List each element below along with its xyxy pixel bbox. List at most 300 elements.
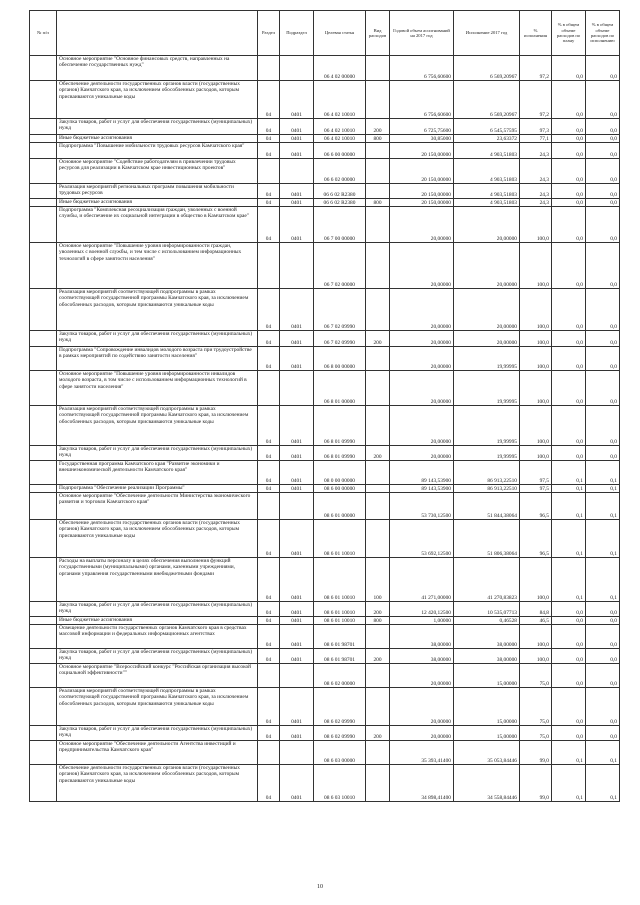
cell-plan: 38,00000 <box>390 625 454 649</box>
cell-pct: 100,0 <box>520 347 552 371</box>
col-header-razdel: Раздел <box>258 11 280 56</box>
cell-share-fact: 0,0 <box>586 617 620 625</box>
cell-share-fact: 0,0 <box>586 688 620 726</box>
cell-razdel: 04 <box>258 649 280 664</box>
cell-name: Подпрограмма "Сопровождение инвалидов молодого возраста при трудоустройстве в рамках мероприятий по содействию занятости населения" <box>57 347 258 371</box>
cell-share-fact: 0,1 <box>586 520 620 558</box>
cell-csr: 08 6 02 09990 <box>314 726 366 741</box>
cell-razdel: 04 <box>258 602 280 617</box>
cell-share-fact: 0,0 <box>586 664 620 688</box>
cell-name: Основное мероприятие "Обеспечение деятельности Министерства экономического развития и торговли Камчатского края" <box>57 493 258 520</box>
cell-name: Подпрограмма "Обеспечение реализации Программы" <box>57 485 258 493</box>
cell-fact: 20,00000 <box>454 289 520 331</box>
cell-pct: 100,0 <box>520 371 552 406</box>
cell-name: Основное мероприятие "Содействие работодателям в привлечении трудовых ресурсов для реализации в Камчатском крае инвестиционных проектов" <box>57 159 258 184</box>
cell-pct: 99,0 <box>520 765 552 802</box>
cell-num <box>30 119 57 135</box>
cell-share-fact: 0,0 <box>586 726 620 741</box>
cell-fact: 38,00000 <box>454 649 520 664</box>
cell-podrazdel: 0401 <box>280 331 314 347</box>
cell-share-fact: 0,0 <box>586 243 620 289</box>
cell-razdel: 04 <box>258 461 280 485</box>
cell-share-fact: 0,0 <box>586 602 620 617</box>
cell-name: Иные бюджетные ассигнования <box>57 135 258 143</box>
col-header-share-plan: % в общем объеме расходов по плану <box>552 11 586 56</box>
cell-num <box>30 485 57 493</box>
cell-fact: 4 903,51803 <box>454 159 520 184</box>
cell-fact: 23,63372 <box>454 135 520 143</box>
cell-name: Основное мероприятие "Всероссийский конкурс "Российская организация высокой социальной эффективности"" <box>57 664 258 688</box>
cell-vr <box>366 664 390 688</box>
cell-plan: 6 756,60600 <box>390 81 454 119</box>
cell-razdel: 04 <box>258 184 280 199</box>
cell-pct: 75,0 <box>520 664 552 688</box>
cell-podrazdel: 0401 <box>280 289 314 331</box>
cell-pct: 99,0 <box>520 741 552 765</box>
cell-csr: 08 6 01 98701 <box>314 625 366 649</box>
cell-pct: 46,5 <box>520 617 552 625</box>
cell-num <box>30 143 57 159</box>
cell-razdel: 04 <box>258 617 280 625</box>
cell-csr: 08 6 01 00000 <box>314 493 366 520</box>
cell-podrazdel: 0401 <box>280 446 314 461</box>
cell-podrazdel <box>280 371 314 406</box>
cell-csr: 08 6 01 98701 <box>314 649 366 664</box>
cell-plan: 20 150,00000 <box>390 184 454 199</box>
cell-plan: 20,00000 <box>390 446 454 461</box>
cell-share-fact: 0,0 <box>586 81 620 119</box>
cell-name: Основное мероприятие "Повышение уровня информированности граждан, уволенных с военной службы, и тем числе с использованием информационных технологий в сфере занятости населения" <box>57 243 258 289</box>
table-row <box>30 446 620 461</box>
cell-name: Обеспечение деятельности государственных органов власти (государственных органов) Камчатского края, за исключением обособленных расходов, которым присваиваются уникальные коды <box>57 81 258 119</box>
table-row <box>30 207 620 243</box>
cell-csr: 06 4 02 10010 <box>314 119 366 135</box>
cell-razdel: 04 <box>258 520 280 558</box>
cell-podrazdel: 0401 <box>280 119 314 135</box>
cell-num <box>30 688 57 726</box>
cell-plan: 20,00000 <box>390 406 454 446</box>
cell-share-plan: 0,0 <box>552 617 586 625</box>
cell-vr: 200 <box>366 331 390 347</box>
cell-podrazdel: 0401 <box>280 602 314 617</box>
cell-share-plan: 0,1 <box>552 493 586 520</box>
table-row <box>30 371 620 406</box>
cell-plan: 20,00000 <box>390 688 454 726</box>
cell-vr <box>366 184 390 199</box>
cell-fact: 20,00000 <box>454 331 520 347</box>
cell-name: Иные бюджетные ассигнования <box>57 617 258 625</box>
cell-pct: 100,0 <box>520 207 552 243</box>
cell-pct: 100,0 <box>520 558 552 602</box>
cell-vr <box>366 765 390 802</box>
cell-razdel <box>258 371 280 406</box>
cell-fact: 51 806,38064 <box>454 520 520 558</box>
cell-fact: 4 903,51803 <box>454 199 520 207</box>
cell-vr <box>366 688 390 726</box>
cell-podrazdel: 0401 <box>280 688 314 726</box>
table-header-row <box>30 11 620 56</box>
cell-plan: 20,00000 <box>390 726 454 741</box>
table-row <box>30 558 620 602</box>
cell-fact: 35 053,84446 <box>454 741 520 765</box>
budget-execution-sheet <box>29 10 619 802</box>
table-row <box>30 664 620 688</box>
cell-share-plan: 0,0 <box>552 347 586 371</box>
cell-csr: 08 6 01 10010 <box>314 602 366 617</box>
cell-csr: 06 6 02 00000 <box>314 159 366 184</box>
cell-razdel: 04 <box>258 765 280 802</box>
col-header-fact: Исполнение 2017 год <box>454 11 520 56</box>
cell-share-fact: 0,1 <box>586 765 620 802</box>
cell-csr: 06 4 02 10010 <box>314 135 366 143</box>
cell-name: Реализация мероприятий соответствующей подпрограммы в рамках соответствующей государственной программы Камчатского края, за исключением обособленных расходов, которым присваиваются уникальные коды <box>57 688 258 726</box>
cell-plan: 30,85000 <box>390 135 454 143</box>
cell-share-plan: 0,0 <box>552 199 586 207</box>
col-header-num: № п/п <box>30 11 57 56</box>
cell-pct: 97,2 <box>520 81 552 119</box>
cell-pct: 97,5 <box>520 461 552 485</box>
cell-pct: 97,5 <box>520 485 552 493</box>
cell-plan: 20,00000 <box>390 331 454 347</box>
cell-name: Обеспечение деятельности государственных органов власти (государственных органов) Камчатского края, за исключением обособленных расходов, которым присваиваются уникальные коды <box>57 520 258 558</box>
cell-pct: 24,3 <box>520 184 552 199</box>
cell-podrazdel: 0401 <box>280 485 314 493</box>
table-row <box>30 765 620 802</box>
cell-num <box>30 625 57 649</box>
cell-csr: 08 6 01 10010 <box>314 558 366 602</box>
cell-share-plan: 0,0 <box>552 664 586 688</box>
cell-share-fact: 0,0 <box>586 446 620 461</box>
cell-name: Основное мероприятие "Обеспечение деятельности Агентства инвестиций и предпринимательства Камчатского края" <box>57 741 258 765</box>
cell-share-fact: 0,1 <box>586 461 620 485</box>
table-row <box>30 243 620 289</box>
cell-plan: 89 143,53900 <box>390 461 454 485</box>
cell-share-plan: 0,1 <box>552 765 586 802</box>
cell-share-fact: 0,0 <box>586 289 620 331</box>
cell-csr: 08 6 02 00000 <box>314 664 366 688</box>
cell-name: Закупка товаров, работ и услуг для обеспечения государственных (муниципальных) нужд <box>57 331 258 347</box>
cell-plan: 89 143,53900 <box>390 485 454 493</box>
cell-fact: 6 545,57595 <box>454 119 520 135</box>
cell-csr: 08 6 03 10010 <box>314 765 366 802</box>
cell-share-fact: 0,1 <box>586 485 620 493</box>
cell-name: Иные бюджетные ассигнования <box>57 199 258 207</box>
cell-vr <box>366 243 390 289</box>
cell-plan: 6 725,75600 <box>390 119 454 135</box>
cell-share-fact: 0,0 <box>586 143 620 159</box>
cell-csr: 06 7 02 09990 <box>314 331 366 347</box>
cell-share-plan: 0,0 <box>552 726 586 741</box>
cell-fact: 0,46528 <box>454 617 520 625</box>
table-row <box>30 485 620 493</box>
cell-fact: 6 569,20967 <box>454 56 520 81</box>
cell-num <box>30 558 57 602</box>
cell-podrazdel: 0401 <box>280 199 314 207</box>
table-row <box>30 406 620 446</box>
cell-pct: 24,3 <box>520 143 552 159</box>
cell-vr <box>366 159 390 184</box>
cell-num <box>30 493 57 520</box>
cell-csr: 06 7 02 09990 <box>314 289 366 331</box>
col-header-name <box>57 11 258 56</box>
cell-razdel <box>258 243 280 289</box>
cell-num <box>30 289 57 331</box>
cell-podrazdel: 0401 <box>280 143 314 159</box>
table-body <box>30 56 620 802</box>
cell-share-fact: 0,0 <box>586 119 620 135</box>
cell-pct: 100,0 <box>520 625 552 649</box>
cell-pct: 100,0 <box>520 406 552 446</box>
cell-csr: 06 7 00 00000 <box>314 207 366 243</box>
cell-num <box>30 243 57 289</box>
cell-fact: 20,00000 <box>454 243 520 289</box>
cell-share-fact: 0,1 <box>586 558 620 602</box>
cell-share-plan: 0,0 <box>552 207 586 243</box>
cell-vr <box>366 347 390 371</box>
cell-razdel <box>258 56 280 81</box>
cell-num <box>30 331 57 347</box>
cell-share-plan: 0,1 <box>552 520 586 558</box>
cell-vr: 200 <box>366 726 390 741</box>
cell-csr: 08 0 00 00000 <box>314 461 366 485</box>
cell-vr <box>366 625 390 649</box>
cell-num <box>30 520 57 558</box>
cell-num <box>30 81 57 119</box>
cell-razdel: 04 <box>258 625 280 649</box>
table-row <box>30 199 620 207</box>
cell-razdel: 04 <box>258 135 280 143</box>
cell-share-fact: 0,0 <box>586 406 620 446</box>
cell-share-fact: 0,0 <box>586 371 620 406</box>
cell-vr <box>366 143 390 159</box>
cell-name: Расходы на выплаты персоналу в целях обеспечения выполнения функций государственными (муниципальными) органами, казенными учреждениями, органами управления государственными внебюджетными фондами <box>57 558 258 602</box>
cell-fact: 19,99995 <box>454 371 520 406</box>
cell-podrazdel: 0401 <box>280 135 314 143</box>
cell-share-fact: 0,0 <box>586 135 620 143</box>
table-row <box>30 143 620 159</box>
table-row <box>30 347 620 371</box>
cell-vr: 200 <box>366 602 390 617</box>
cell-razdel: 04 <box>258 81 280 119</box>
cell-num <box>30 617 57 625</box>
cell-share-plan: 0,0 <box>552 446 586 461</box>
cell-num <box>30 765 57 802</box>
cell-plan: 53 730,12500 <box>390 493 454 520</box>
cell-fact: 10 535,07713 <box>454 602 520 617</box>
cell-share-fact: 0,0 <box>586 199 620 207</box>
cell-name: Реализация мероприятий региональных программ повышения мобильности трудовых ресурсов <box>57 184 258 199</box>
cell-vr <box>366 289 390 331</box>
table-row <box>30 520 620 558</box>
cell-share-plan: 0,0 <box>552 135 586 143</box>
cell-vr: 800 <box>366 199 390 207</box>
cell-fact: 6 569,20967 <box>454 81 520 119</box>
cell-share-plan: 0,0 <box>552 625 586 649</box>
cell-plan: 20 150,00000 <box>390 143 454 159</box>
cell-plan: 20 150,00000 <box>390 199 454 207</box>
cell-fact: 15,00000 <box>454 688 520 726</box>
cell-podrazdel <box>280 243 314 289</box>
cell-plan: 20,00000 <box>390 207 454 243</box>
cell-csr: 08 6 01 10010 <box>314 520 366 558</box>
cell-podrazdel <box>280 493 314 520</box>
cell-csr: 08 6 02 09990 <box>314 688 366 726</box>
cell-razdel <box>258 664 280 688</box>
cell-share-fact: 0,0 <box>586 56 620 81</box>
cell-share-plan: 0,0 <box>552 331 586 347</box>
cell-name: Закупка товаров, работ и услуг для обеспечения государственных (муниципальных) нужд <box>57 119 258 135</box>
cell-share-plan: 0,0 <box>552 289 586 331</box>
cell-podrazdel: 0401 <box>280 625 314 649</box>
cell-vr: 800 <box>366 617 390 625</box>
cell-plan: 35 393,41400 <box>390 741 454 765</box>
cell-share-fact: 0,0 <box>586 159 620 184</box>
cell-podrazdel: 0401 <box>280 207 314 243</box>
cell-pct: 100,0 <box>520 649 552 664</box>
cell-csr: 06 6 00 00000 <box>314 143 366 159</box>
cell-razdel: 04 <box>258 331 280 347</box>
cell-share-plan: 0,0 <box>552 56 586 81</box>
cell-share-fact: 0,0 <box>586 649 620 664</box>
cell-name: Государственная программа Камчатского края "Развитие экономики и внешнеэкономической деятельности Камчатского края" <box>57 461 258 485</box>
cell-vr: 100 <box>366 558 390 602</box>
cell-num <box>30 207 57 243</box>
cell-pct: 100,0 <box>520 243 552 289</box>
cell-name: Подпрограмма "Повышение мобильности трудовых ресурсов Камчатского края" <box>57 143 258 159</box>
cell-fact: 19,99995 <box>454 406 520 446</box>
cell-num <box>30 184 57 199</box>
cell-name: Обеспечение деятельности государственных органов власти (государственных органов) Камчатского края, за исключением обособленных расходов, которым присваиваются уникальные коды <box>57 765 258 802</box>
col-header-vr: Вид расходов <box>366 11 390 56</box>
table-row <box>30 602 620 617</box>
table-row <box>30 617 620 625</box>
cell-plan: 53 692,12500 <box>390 520 454 558</box>
cell-razdel: 04 <box>258 207 280 243</box>
cell-plan: 1,00000 <box>390 617 454 625</box>
cell-fact: 86 913,22510 <box>454 461 520 485</box>
cell-csr: 06 4 02 00000 <box>314 56 366 81</box>
cell-pct: 77,1 <box>520 135 552 143</box>
cell-fact: 41 270,83823 <box>454 558 520 602</box>
cell-pct: 24,3 <box>520 159 552 184</box>
cell-podrazdel <box>280 159 314 184</box>
cell-fact: 19,99995 <box>454 446 520 461</box>
cell-pct: 24,3 <box>520 199 552 207</box>
cell-csr: 06 6 02 R2380 <box>314 184 366 199</box>
cell-num <box>30 347 57 371</box>
cell-name: Подпрограмма "Комплексная ресоциализация граждан, уволенных с военной службы, и обеспечение их социальной интеграции в общество в Камчатском крае" <box>57 207 258 243</box>
cell-share-plan: 0,0 <box>552 119 586 135</box>
cell-vr <box>366 406 390 446</box>
cell-name: Основное мероприятие "Основное финансовых средств, направленных на обеспечение государственных нужд" <box>57 56 258 81</box>
cell-pct: 96,5 <box>520 520 552 558</box>
cell-podrazdel: 0401 <box>280 461 314 485</box>
cell-share-plan: 0,0 <box>552 602 586 617</box>
cell-name: Реализация мероприятий соответствующей подпрограммы в рамках соответствующей государственной программы Камчатского края, за исключением обособленных расходов, которым присваиваются уникальные коды <box>57 289 258 331</box>
cell-razdel <box>258 159 280 184</box>
cell-razdel: 04 <box>258 289 280 331</box>
cell-num <box>30 741 57 765</box>
cell-vr: 200 <box>366 119 390 135</box>
cell-num <box>30 461 57 485</box>
cell-num <box>30 446 57 461</box>
cell-fact: 4 903,51803 <box>454 143 520 159</box>
table-row <box>30 184 620 199</box>
cell-share-plan: 0,0 <box>552 184 586 199</box>
cell-csr: 08 6 00 00000 <box>314 485 366 493</box>
cell-plan: 20,00000 <box>390 347 454 371</box>
cell-csr: 06 8 00 00000 <box>314 347 366 371</box>
cell-vr <box>366 485 390 493</box>
cell-plan: 41 271,00000 <box>390 558 454 602</box>
cell-fact: 34 558,84446 <box>454 765 520 802</box>
table-row <box>30 135 620 143</box>
table-row <box>30 119 620 135</box>
cell-vr <box>366 207 390 243</box>
cell-vr <box>366 56 390 81</box>
cell-pct: 97,3 <box>520 119 552 135</box>
cell-podrazdel: 0401 <box>280 726 314 741</box>
cell-num <box>30 199 57 207</box>
cell-csr: 06 4 02 10010 <box>314 81 366 119</box>
cell-share-fact: 0,0 <box>586 331 620 347</box>
cell-num <box>30 135 57 143</box>
cell-podrazdel: 0401 <box>280 81 314 119</box>
cell-podrazdel <box>280 741 314 765</box>
cell-pct: 75,0 <box>520 726 552 741</box>
cell-vr: 200 <box>366 446 390 461</box>
cell-vr <box>366 741 390 765</box>
cell-num <box>30 159 57 184</box>
cell-razdel: 04 <box>258 446 280 461</box>
cell-razdel: 04 <box>258 406 280 446</box>
cell-share-fact: 0,0 <box>586 184 620 199</box>
cell-share-plan: 0,0 <box>552 243 586 289</box>
cell-num <box>30 406 57 446</box>
cell-csr: 08 6 01 10010 <box>314 617 366 625</box>
table-row <box>30 461 620 485</box>
cell-vr <box>366 493 390 520</box>
cell-pct: 100,0 <box>520 289 552 331</box>
cell-razdel: 04 <box>258 143 280 159</box>
col-header-csr: Целевая статья <box>314 11 366 56</box>
cell-name: Закупка товаров, работ и услуг для обеспечения государственных (муниципальных) нужд <box>57 726 258 741</box>
cell-fact: 38,00000 <box>454 625 520 649</box>
table-row <box>30 741 620 765</box>
cell-pct: 75,0 <box>520 688 552 726</box>
cell-share-plan: 0,0 <box>552 688 586 726</box>
cell-share-plan: 0,1 <box>552 558 586 602</box>
table-row <box>30 159 620 184</box>
cell-vr: 800 <box>366 135 390 143</box>
page-number: 10 <box>317 884 323 890</box>
cell-pct: 100,0 <box>520 331 552 347</box>
cell-share-fact: 0,0 <box>586 625 620 649</box>
cell-plan: 34 898,41400 <box>390 765 454 802</box>
cell-csr: 06 8 01 00000 <box>314 371 366 406</box>
cell-plan: 20,00000 <box>390 371 454 406</box>
cell-podrazdel <box>280 56 314 81</box>
cell-podrazdel: 0401 <box>280 558 314 602</box>
cell-plan: 20,00000 <box>390 289 454 331</box>
cell-plan: 6 756,60600 <box>390 56 454 81</box>
cell-fact: 15,00000 <box>454 664 520 688</box>
cell-pct: 84,8 <box>520 602 552 617</box>
cell-name: Основное мероприятие "Повышение уровня информированности инвалидов молодого возраста, в том числе с использованием информационных технологий в сфере занятости населения" <box>57 371 258 406</box>
cell-name: Реализация мероприятий соответствующей подпрограммы в рамках соответствующей государственной программы Камчатского края, за исключением обособленных расходов, которым присваиваются уникальные коды <box>57 406 258 446</box>
cell-share-plan: 0,1 <box>552 485 586 493</box>
cell-razdel: 04 <box>258 485 280 493</box>
